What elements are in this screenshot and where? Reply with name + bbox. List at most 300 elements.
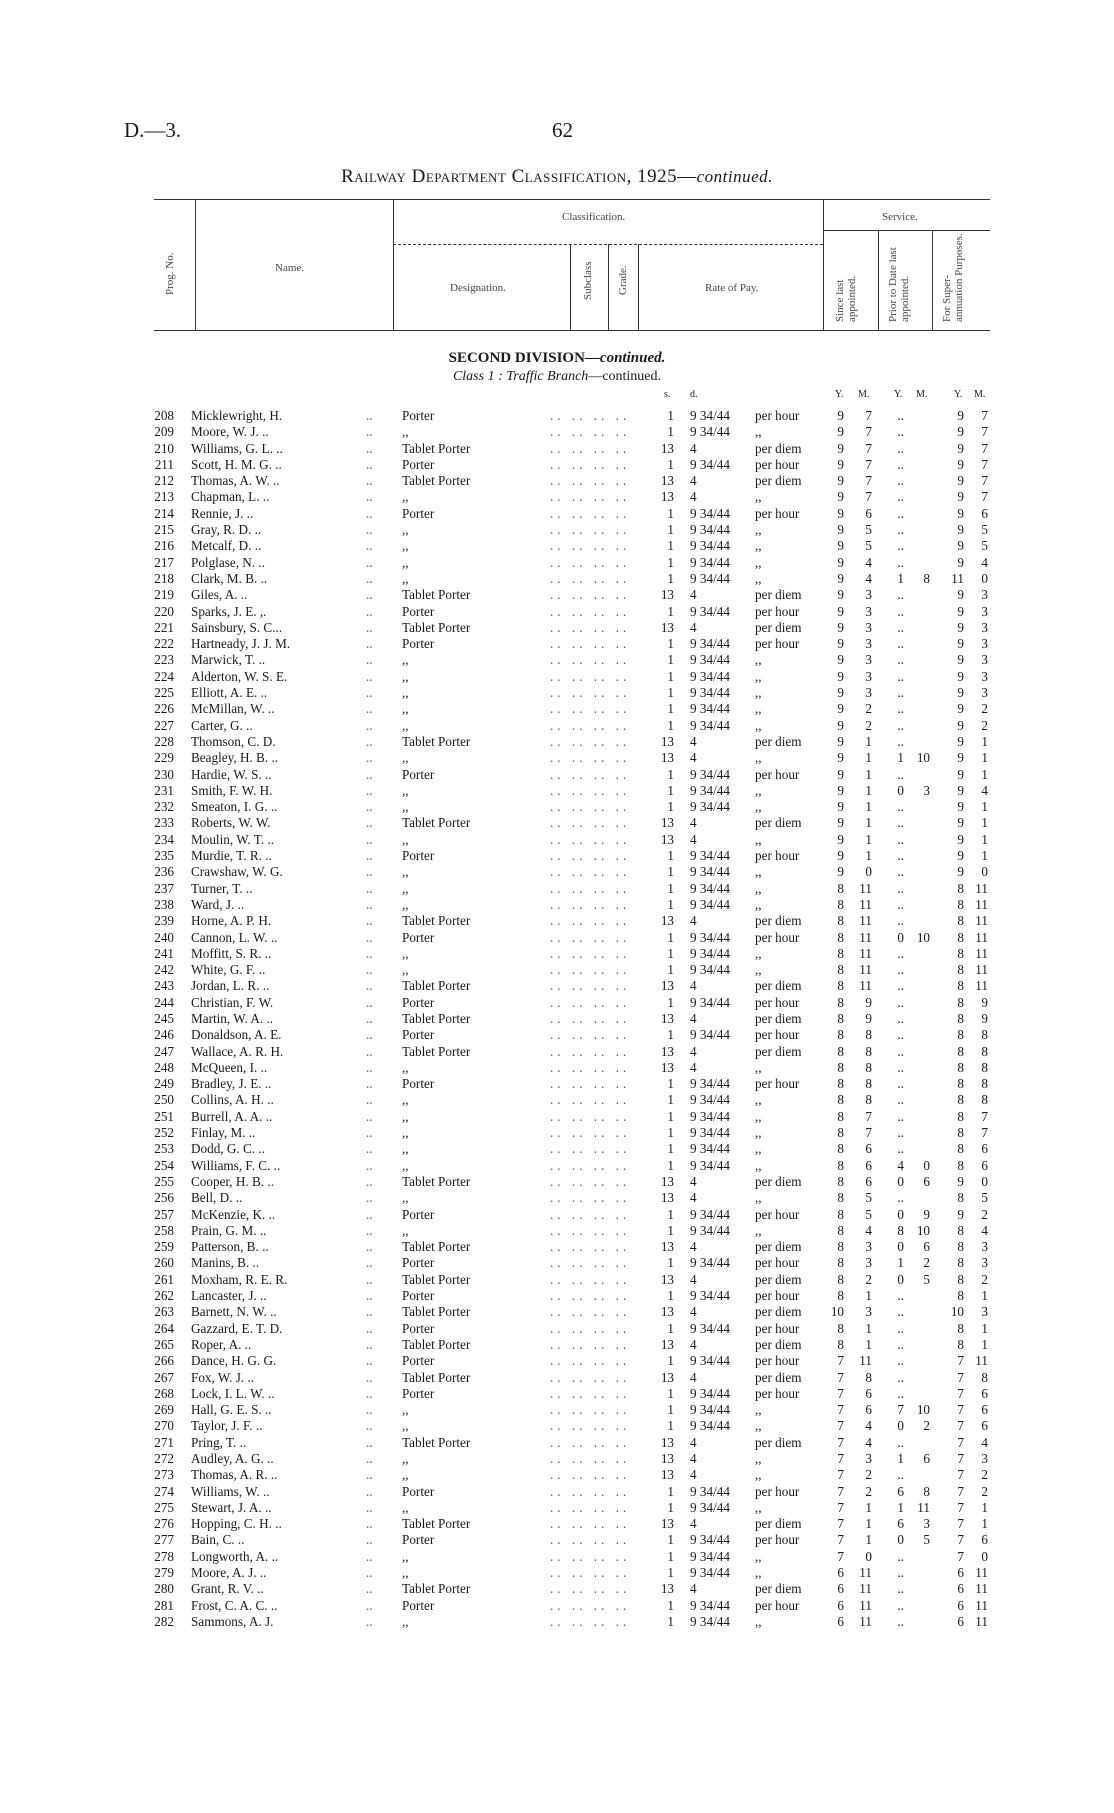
since-last-months: 7 [865, 408, 872, 423]
designation: Tablet Porter [402, 473, 471, 489]
superannuation-months: 11 [975, 1597, 988, 1613]
prior-years: .. [897, 1336, 904, 1352]
rate-shillings: 13 [660, 1434, 674, 1450]
prior-months: 6 [923, 1451, 930, 1466]
rate-pence: 9 34/44 [690, 717, 730, 733]
superannuation-months: 1 [981, 733, 988, 749]
rate-pence: 4 [690, 1043, 697, 1059]
rate-shillings: 1 [667, 538, 674, 554]
leader-dots: .. .. .. .. [550, 473, 631, 489]
superannuation-years: 8 [957, 896, 964, 912]
superannuation-years: 7 [957, 1451, 964, 1466]
rate-period: per diem [755, 1043, 802, 1059]
superannuation-months: 7 [981, 424, 988, 440]
service-rule [823, 230, 990, 231]
since-last-years: 9 [837, 864, 844, 880]
superannuation-months: 2 [981, 1467, 988, 1483]
since-last-months: 2 [865, 1467, 872, 1483]
prior-years: .. [897, 424, 904, 440]
prior-months: 10 [916, 929, 930, 945]
superannuation-years: 9 [957, 668, 964, 684]
leader-dots: .. .. .. .. [550, 1059, 631, 1075]
rate-shillings: 1 [667, 896, 674, 912]
employee-name: Carter, G. .. [191, 717, 253, 733]
col-divider [608, 244, 609, 330]
table-row [0, 571, 1114, 587]
leader-dots: .. [366, 1451, 373, 1466]
since-last-years: 7 [837, 1353, 844, 1369]
prior-months: 10 [916, 1402, 930, 1418]
rate-period: per diem [755, 440, 802, 456]
superannuation-years: 9 [957, 685, 964, 701]
employee-name: Frost, C. A. C. .. [191, 1597, 278, 1613]
table-row [0, 1092, 1114, 1108]
employee-name: Martin, W. A. .. [191, 1010, 274, 1026]
since-last-months: 1 [865, 1516, 872, 1532]
designation: Porter [402, 766, 435, 782]
employee-name: Lock, I. L. W. .. [191, 1385, 275, 1401]
superannuation-years: 8 [957, 1157, 964, 1173]
prior-years: .. [897, 505, 904, 521]
leader-dots: .. .. .. .. [550, 1304, 631, 1320]
leader-dots: .. .. .. .. [550, 1353, 631, 1369]
since-last-months: 0 [865, 1548, 872, 1564]
prog-no: 229 [154, 750, 174, 766]
rate-pence: 9 34/44 [690, 1141, 730, 1157]
leader-dots: .. [366, 424, 373, 440]
designation: Porter [402, 1288, 435, 1304]
since-last-months: 6 [865, 1157, 872, 1173]
table-row [0, 1109, 1114, 1125]
superannuation-years: 9 [957, 473, 964, 489]
prior-years: 0 [897, 929, 904, 945]
since-last-years: 9 [837, 831, 844, 847]
since-last-years: 7 [837, 1451, 844, 1466]
rate-pence: 9 34/44 [690, 505, 730, 521]
prog-no: 277 [154, 1532, 174, 1548]
superannuation-months: 6 [981, 1402, 988, 1418]
superannuation-months: 11 [975, 945, 988, 961]
prog-no: 269 [154, 1402, 174, 1418]
employee-name: Manins, B. .. [191, 1255, 260, 1271]
superannuation-years: 8 [957, 978, 964, 994]
superannuation-years: 8 [957, 1076, 964, 1092]
superannuation-years: 9 [957, 505, 964, 521]
table-row [0, 1141, 1114, 1157]
rate-pence: 4 [690, 1304, 697, 1320]
employee-name: Clark, M. B. .. [191, 570, 268, 586]
prior-years: 1 [897, 750, 904, 766]
employee-name: Dance, H. G. G. [191, 1353, 277, 1369]
leader-dots: .. [366, 1385, 373, 1401]
rate-shillings: 13 [660, 1173, 674, 1189]
leader-dots: .. .. .. .. [550, 1239, 631, 1255]
rate-shillings: 1 [667, 1027, 674, 1043]
prior-years: .. [897, 1108, 904, 1124]
prior-years: .. [897, 522, 904, 538]
superannuation-months: 8 [981, 1369, 988, 1385]
leader-dots: .. [366, 1483, 373, 1499]
employee-name: Hartneady, J. J. M. [191, 636, 291, 652]
superannuation-months: 1 [981, 1516, 988, 1532]
rate-shillings: 1 [667, 603, 674, 619]
leader-dots: .. .. .. .. [550, 603, 631, 619]
since-last-months: 3 [865, 636, 872, 652]
classification-table-body [0, 408, 1114, 1630]
superannuation-years: 9 [957, 456, 964, 472]
leader-dots: .. .. .. .. [550, 1516, 631, 1532]
superannuation-months: 8 [981, 1092, 988, 1108]
since-last-months: 8 [865, 1059, 872, 1075]
since-last-months: 11 [859, 1597, 872, 1613]
leader-dots: .. .. .. .. [550, 489, 631, 505]
designation: ,, [402, 799, 409, 815]
leader-dots: .. .. .. .. [550, 733, 631, 749]
superannuation-years: 7 [957, 1483, 964, 1499]
rate-shillings: 13 [660, 978, 674, 994]
designation: ,, [402, 685, 409, 701]
table-row [0, 1467, 1114, 1483]
employee-name: Sainsbury, S. C... [191, 619, 283, 635]
leader-dots: .. [366, 1059, 373, 1075]
since-last-years: 6 [837, 1597, 844, 1613]
rate-period: per hour [755, 1206, 800, 1222]
leader-dots: .. .. .. .. [550, 554, 631, 570]
designation: ,, [402, 1108, 409, 1124]
rate-pence: 4 [690, 1336, 697, 1352]
since-last-months: 5 [865, 1190, 872, 1206]
prior-years: .. [897, 1597, 904, 1613]
rate-period: per hour [755, 1597, 800, 1613]
leader-dots: .. .. .. .. [550, 1027, 631, 1043]
employee-name: Bain, C. .. [191, 1532, 245, 1548]
since-last-years: 8 [837, 1043, 844, 1059]
rate-period: per hour [755, 1255, 800, 1271]
rate-shillings: 1 [667, 424, 674, 440]
rate-period: per hour [755, 505, 800, 521]
leader-dots: .. [366, 1548, 373, 1564]
prior-months: 5 [923, 1271, 930, 1287]
table-row [0, 685, 1114, 701]
rate-pence: 4 [690, 1467, 697, 1483]
since-last-years: 8 [837, 1059, 844, 1075]
leader-dots: .. .. .. .. [550, 782, 631, 798]
prog-no: 240 [154, 929, 174, 945]
leader-dots: .. .. .. .. [550, 1402, 631, 1418]
since-last-years: 8 [837, 1336, 844, 1352]
leader-dots: .. .. .. .. [550, 1451, 631, 1466]
superannuation-years: 9 [957, 799, 964, 815]
since-last-years: 8 [837, 1157, 844, 1173]
prior-years: .. [897, 733, 904, 749]
leader-dots: .. .. .. .. [550, 1336, 631, 1352]
table-row [0, 538, 1114, 554]
superannuation-years: 8 [957, 945, 964, 961]
rate-pence: 9 34/44 [690, 1157, 730, 1173]
prior-years: .. [897, 766, 904, 782]
leader-dots: .. .. .. .. [550, 424, 631, 440]
prior-years: .. [897, 1565, 904, 1581]
rate-shillings: 13 [660, 1369, 674, 1385]
since-last-months: 1 [865, 1336, 872, 1352]
rate-shillings: 13 [660, 489, 674, 505]
rate-period: per diem [755, 733, 802, 749]
rate-pence: 9 34/44 [690, 864, 730, 880]
designation: ,, [402, 782, 409, 798]
superannuation-months: 3 [981, 668, 988, 684]
prior-years: .. [897, 538, 904, 554]
since-last-months: 11 [859, 945, 872, 961]
header-subclass: Subclass [582, 261, 594, 300]
table-row [0, 1174, 1114, 1190]
since-last-years: 9 [837, 456, 844, 472]
leader-dots: .. [366, 1565, 373, 1581]
rate-pence: 9 34/44 [690, 782, 730, 798]
designation: ,, [402, 831, 409, 847]
rate-shillings: 1 [667, 945, 674, 961]
rate-shillings: 13 [660, 913, 674, 929]
superannuation-years: 8 [957, 1125, 964, 1141]
since-last-years: 8 [837, 1010, 844, 1026]
since-last-years: 7 [837, 1402, 844, 1418]
rate-shillings: 1 [667, 505, 674, 521]
rate-pence: 9 34/44 [690, 1027, 730, 1043]
prog-no: 241 [154, 945, 174, 961]
employee-name: Thomson, C. D. [191, 733, 276, 749]
designation: Tablet Porter [402, 733, 471, 749]
superannuation-years: 9 [957, 603, 964, 619]
rate-shillings: 1 [667, 1125, 674, 1141]
prior-years: 4 [897, 1157, 904, 1173]
table-row [0, 1565, 1114, 1581]
leader-dots: .. [366, 848, 373, 864]
prog-no: 251 [154, 1108, 174, 1124]
table-row [0, 473, 1114, 489]
since-last-years: 9 [837, 668, 844, 684]
leader-dots: .. .. .. .. [550, 1483, 631, 1499]
leader-dots: .. [366, 913, 373, 929]
prior-years: .. [897, 456, 904, 472]
leader-dots: .. .. .. .. [550, 408, 631, 423]
rate-shillings: 1 [667, 1548, 674, 1564]
superannuation-years: 8 [957, 1059, 964, 1075]
rate-period: per hour [755, 1483, 800, 1499]
employee-name: Alderton, W. S. E. [191, 668, 288, 684]
designation: ,, [402, 962, 409, 978]
rate-period: per diem [755, 1173, 802, 1189]
rate-pence: 9 34/44 [690, 1288, 730, 1304]
prior-years: .. [897, 1385, 904, 1401]
unit-years: Y. [954, 389, 963, 400]
rate-pence: 9 34/44 [690, 701, 730, 717]
table-row [0, 1614, 1114, 1630]
superannuation-months: 5 [981, 522, 988, 538]
since-last-months: 5 [865, 1206, 872, 1222]
since-last-months: 4 [865, 570, 872, 586]
table-row [0, 913, 1114, 929]
employee-name: Burrell, A. A. .. [191, 1108, 273, 1124]
rate-shillings: 1 [667, 652, 674, 668]
since-last-years: 7 [837, 1385, 844, 1401]
prog-no: 219 [154, 587, 174, 603]
since-last-years: 9 [837, 750, 844, 766]
leader-dots: .. [366, 570, 373, 586]
since-last-months: 8 [865, 1369, 872, 1385]
prior-months: 5 [923, 1532, 930, 1548]
rate-period: per hour [755, 408, 800, 423]
prog-no: 237 [154, 880, 174, 896]
designation: ,, [402, 1548, 409, 1564]
since-last-years: 7 [837, 1418, 844, 1434]
superannuation-years: 11 [951, 570, 964, 586]
superannuation-months: 11 [975, 1581, 988, 1597]
superannuation-years: 9 [957, 1173, 964, 1189]
rate-pence: 9 34/44 [690, 1532, 730, 1548]
leader-dots: .. .. .. .. [550, 1597, 631, 1613]
since-last-months: 7 [865, 1125, 872, 1141]
col-divider [195, 199, 196, 330]
leader-dots: .. [366, 1434, 373, 1450]
leader-dots: .. [366, 1499, 373, 1515]
rate-pence: 4 [690, 1451, 697, 1466]
superannuation-years: 8 [957, 1043, 964, 1059]
leader-dots: .. [366, 440, 373, 456]
rate-period: ,, [755, 1402, 762, 1418]
since-last-years: 8 [837, 1076, 844, 1092]
prior-years: 0 [897, 1271, 904, 1287]
prior-years: 1 [897, 1451, 904, 1466]
prog-no: 213 [154, 489, 174, 505]
rate-shillings: 1 [667, 1092, 674, 1108]
leader-dots: .. [366, 994, 373, 1010]
superannuation-years: 9 [957, 408, 964, 423]
table-row [0, 1581, 1114, 1597]
leader-dots: .. .. .. .. [550, 1206, 631, 1222]
leader-dots: .. .. .. .. [550, 668, 631, 684]
employee-name: Wallace, A. R. H. [191, 1043, 284, 1059]
prior-years: .. [897, 1076, 904, 1092]
superannuation-years: 8 [957, 1255, 964, 1271]
superannuation-months: 1 [981, 815, 988, 831]
leader-dots: .. .. .. .. [550, 1369, 631, 1385]
rate-pence: 4 [690, 831, 697, 847]
prior-years: .. [897, 652, 904, 668]
since-last-months: 3 [865, 1255, 872, 1271]
prior-years: .. [897, 1141, 904, 1157]
leader-dots: .. .. .. .. [550, 1108, 631, 1124]
division-name: SECOND DIVISION— [448, 350, 600, 366]
since-last-months: 11 [859, 1565, 872, 1581]
since-last-years: 9 [837, 685, 844, 701]
prior-months: 11 [917, 1499, 930, 1515]
rate-period: per diem [755, 1271, 802, 1287]
table-row [0, 652, 1114, 668]
prog-no: 264 [154, 1320, 174, 1336]
rate-shillings: 13 [660, 1581, 674, 1597]
leader-dots: .. [366, 1125, 373, 1141]
superannuation-years: 8 [957, 1092, 964, 1108]
rate-pence: 4 [690, 1581, 697, 1597]
since-last-years: 8 [837, 945, 844, 961]
rate-shillings: 1 [667, 685, 674, 701]
leader-dots: .. [366, 1206, 373, 1222]
prior-years: .. [897, 913, 904, 929]
leader-dots: .. .. .. .. [550, 799, 631, 815]
superannuation-months: 4 [981, 782, 988, 798]
superannuation-months: 0 [981, 864, 988, 880]
since-last-months: 6 [865, 1173, 872, 1189]
designation: Tablet Porter [402, 1434, 471, 1450]
prog-no: 281 [154, 1597, 174, 1613]
prog-no: 223 [154, 652, 174, 668]
rate-period: ,, [755, 489, 762, 505]
rate-pence: 9 34/44 [690, 522, 730, 538]
prog-no: 216 [154, 538, 174, 554]
since-last-years: 7 [837, 1369, 844, 1385]
since-last-months: 1 [865, 750, 872, 766]
table-row [0, 489, 1114, 505]
leader-dots: .. [366, 538, 373, 554]
leader-dots: .. .. .. .. [550, 440, 631, 456]
prog-no: 260 [154, 1255, 174, 1271]
table-row [0, 1386, 1114, 1402]
rate-shillings: 1 [667, 782, 674, 798]
employee-name: Lancaster, J. .. [191, 1288, 267, 1304]
rate-shillings: 1 [667, 1402, 674, 1418]
leader-dots: .. .. .. .. [550, 1320, 631, 1336]
superannuation-months: 11 [975, 978, 988, 994]
rate-shillings: 13 [660, 1239, 674, 1255]
prog-no: 225 [154, 685, 174, 701]
since-last-years: 7 [837, 1434, 844, 1450]
superannuation-months: 7 [981, 456, 988, 472]
employee-name: Audley, A. G. .. [191, 1451, 274, 1466]
employee-name: Moulin, W. T. .. [191, 831, 275, 847]
table-row [0, 1337, 1114, 1353]
since-last-years: 8 [837, 929, 844, 945]
superannuation-months: 7 [981, 1125, 988, 1141]
prog-no: 255 [154, 1173, 174, 1189]
prog-no: 226 [154, 701, 174, 717]
since-last-years: 8 [837, 1108, 844, 1124]
prior-years: .. [897, 1190, 904, 1206]
designation: Porter [402, 456, 435, 472]
leader-dots: .. [366, 929, 373, 945]
table-row [0, 636, 1114, 652]
prior-years: .. [897, 799, 904, 815]
since-last-months: 2 [865, 701, 872, 717]
since-last-years: 9 [837, 717, 844, 733]
rate-pence: 9 34/44 [690, 1125, 730, 1141]
rate-period: ,, [755, 554, 762, 570]
since-last-years: 9 [837, 766, 844, 782]
since-last-months: 1 [865, 848, 872, 864]
superannuation-months: 3 [981, 685, 988, 701]
since-last-years: 8 [837, 913, 844, 929]
since-last-years: 8 [837, 880, 844, 896]
leader-dots: .. [366, 1222, 373, 1238]
leader-dots: .. [366, 1043, 373, 1059]
prior-years: 0 [897, 1173, 904, 1189]
superannuation-years: 9 [957, 538, 964, 554]
rate-period: per hour [755, 1320, 800, 1336]
prior-years: 0 [897, 1239, 904, 1255]
rate-shillings: 13 [660, 473, 674, 489]
rate-pence: 9 34/44 [690, 1353, 730, 1369]
superannuation-months: 8 [981, 1027, 988, 1043]
prog-no: 247 [154, 1043, 174, 1059]
rate-period: ,, [755, 945, 762, 961]
